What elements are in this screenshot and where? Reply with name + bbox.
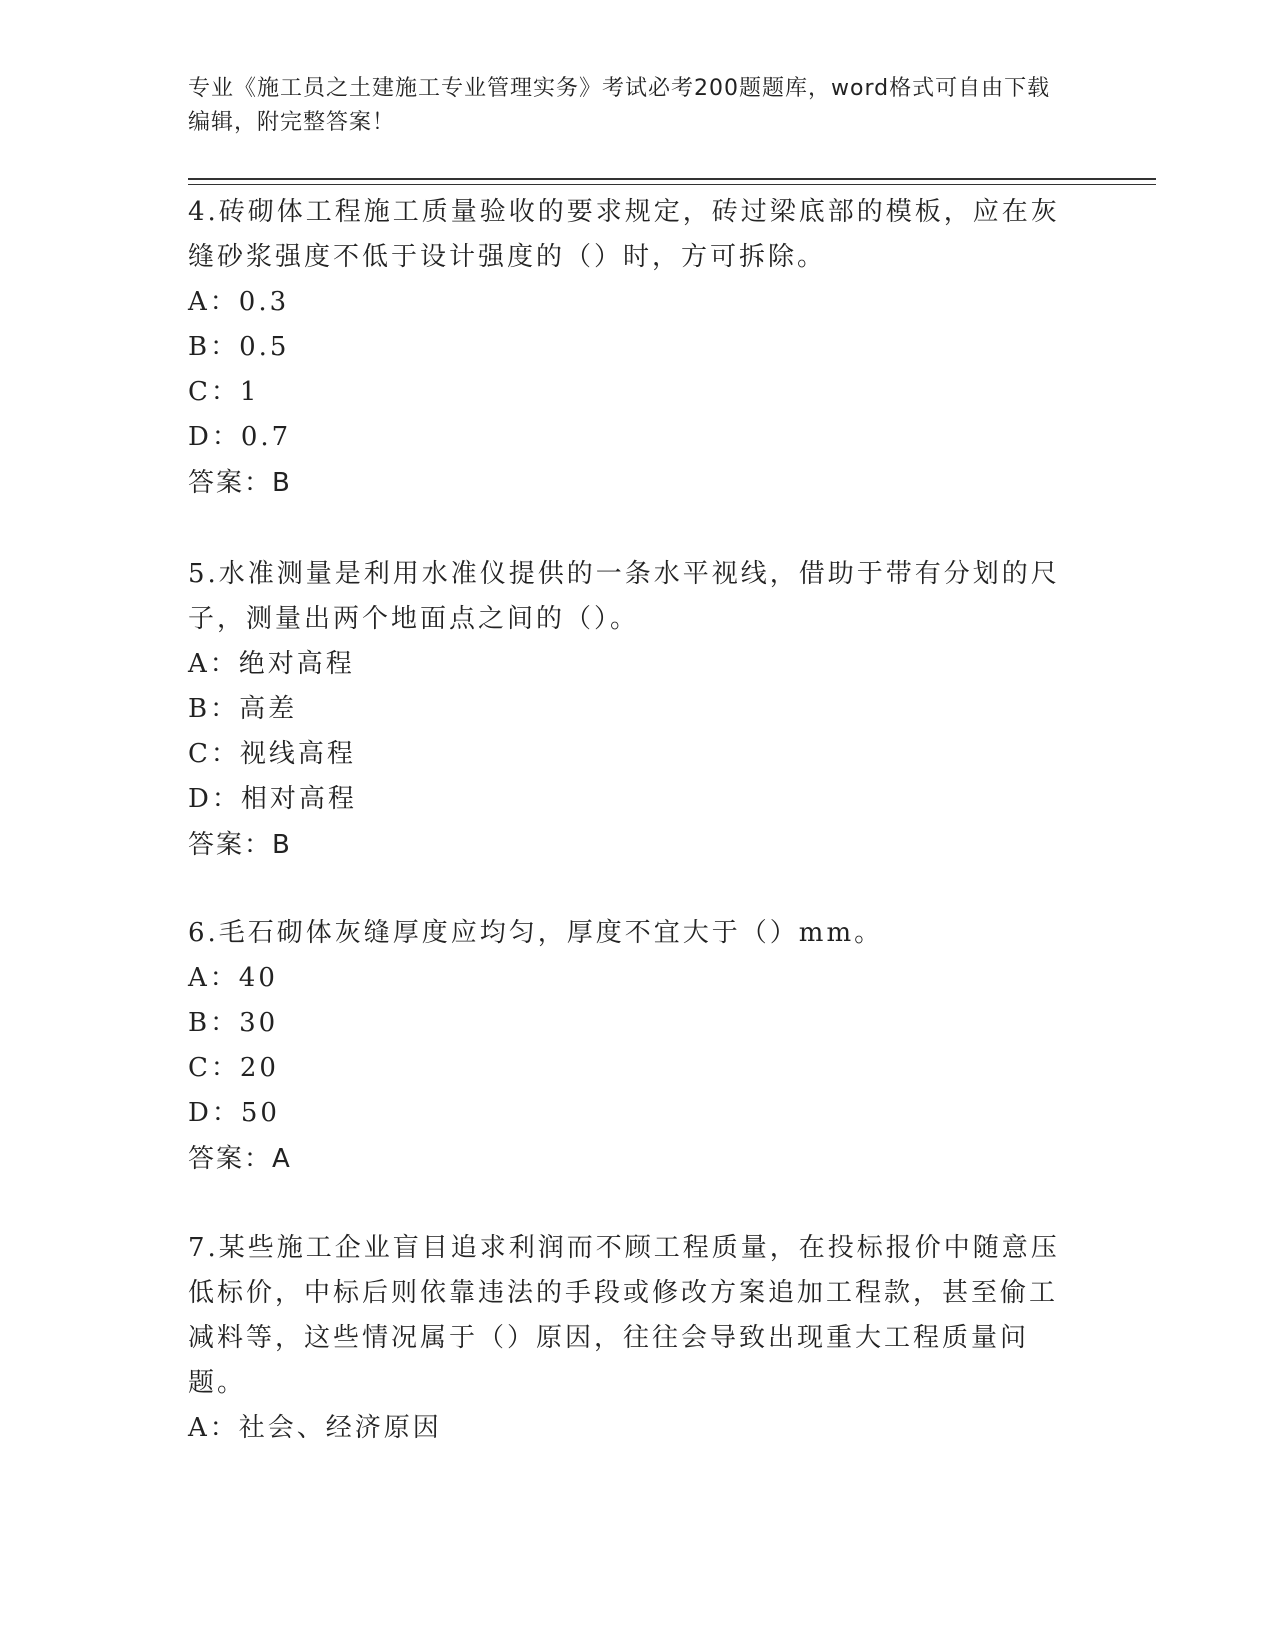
option-c: C：1: [188, 377, 260, 407]
question-6: [188, 911, 1068, 1182]
option-d: D：相对高程: [188, 784, 357, 814]
question-7: [188, 1226, 1068, 1451]
option-b: B：30: [188, 1008, 279, 1038]
question-stem: 6.毛石砌体灰缝厚度应均匀，厚度不宜大于（）mm。: [188, 918, 884, 948]
option-b: B：0.5: [188, 332, 290, 362]
option-d: D：50: [188, 1098, 280, 1128]
option-a: A：社会、经济原因: [188, 1413, 442, 1443]
option-b: B：高差: [188, 694, 298, 724]
answer: 答案：B: [188, 468, 292, 498]
question-stem: 4.砖砌体工程施工质量验收的要求规定，砖过梁底部的模板，应在灰缝砂浆强度不低于设计强度的（）时，方可拆除。: [188, 197, 1060, 272]
option-c: C：视线高程: [188, 739, 356, 769]
question-stem: 7.某些施工企业盲目追求利润而不顾工程质量，在投标报价中随意压低标价，中标后则依靠违法的手段或修改方案追加工程款，甚至偷工减料等，这些情况属于（）原因，往往会导致出现重大工程质量问题。: [188, 1233, 1060, 1398]
option-c: C：20: [188, 1053, 279, 1083]
question-4: [188, 190, 1068, 506]
option-a: A：0.3: [188, 287, 290, 317]
option-d: D：0.7: [188, 422, 292, 452]
document-header: 专业《施工员之土建施工专业管理实务》考试必考200题题库，word格式可自由下载编辑，附完整答案！: [188, 76, 1051, 135]
header-divider-thin: [188, 184, 1156, 185]
answer: 答案：B: [188, 830, 292, 860]
answer: 答案：A: [188, 1144, 292, 1174]
question-stem: 5.水准测量是利用水准仪提供的一条水平视线，借助于带有分划的尺子，测量出两个地面点之间的（）。: [188, 559, 1060, 634]
question-5: [188, 552, 1068, 868]
option-a: A：绝对高程: [188, 649, 355, 679]
header-divider: [188, 178, 1156, 180]
option-a: A：40: [188, 963, 278, 993]
